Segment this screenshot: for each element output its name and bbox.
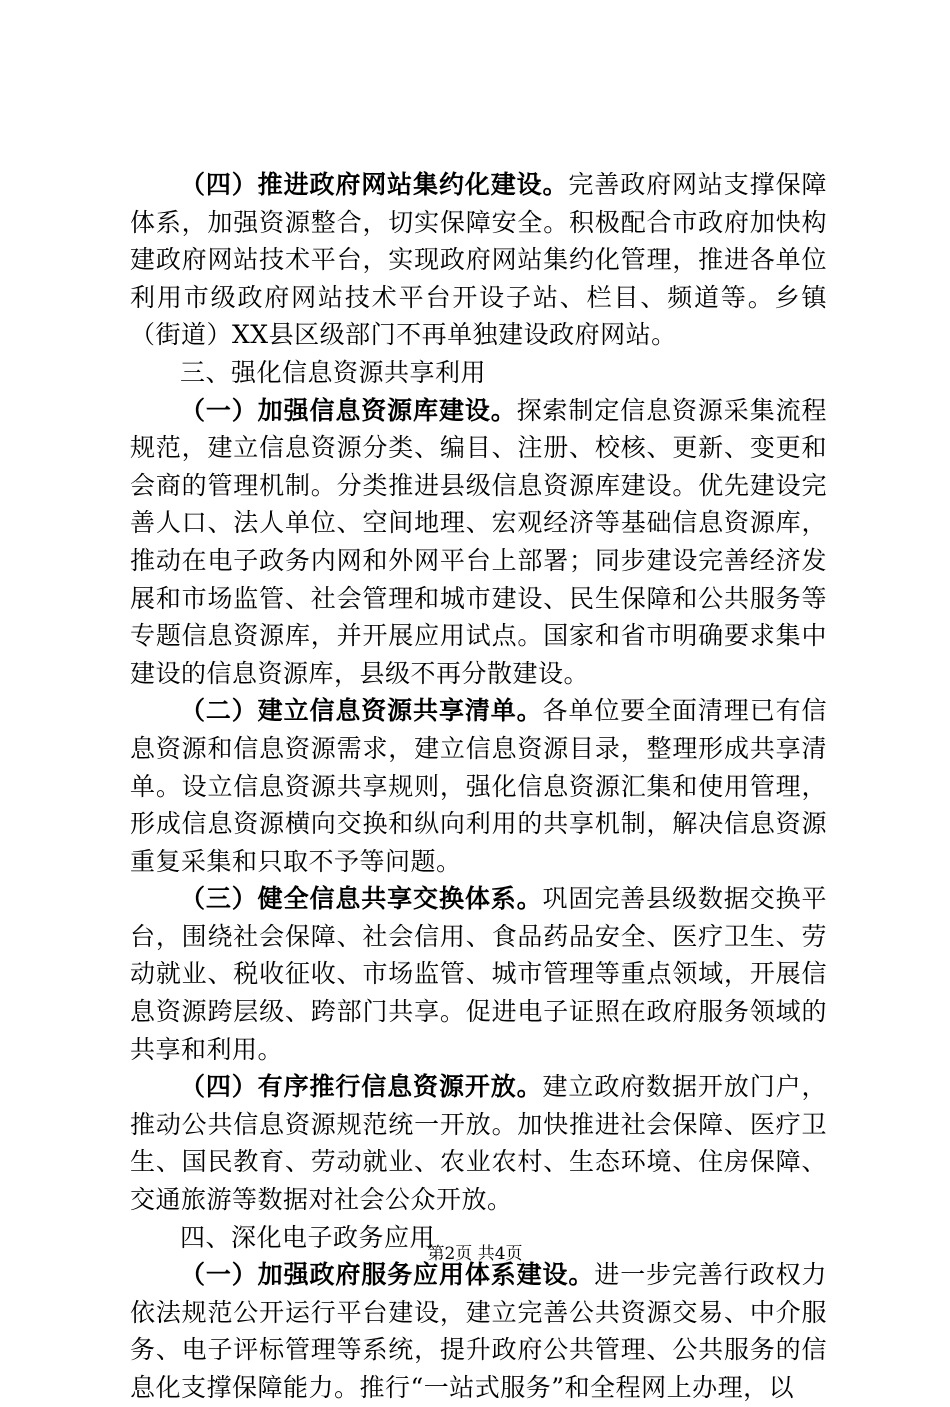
paragraph-text: 完善政府网站支撑保障体系，加强资源整合，切实保障安全。积极配合市政府加快构建政府网站技术平台，实现政府网站集约化管理，推进各单位利用市级政府网站技术平台开设子站、栏目、频道等。乡镇（街道）XX县区级部门不再单独建设政府网站。 — [130, 170, 827, 350]
paragraph — [130, 692, 827, 880]
paragraph — [130, 392, 827, 693]
document-body — [130, 166, 827, 1407]
paragraph-lead: （三）健全信息共享交换体系。 — [180, 884, 543, 914]
paragraph-lead: （一）加强政府服务应用体系建设。 — [180, 1260, 595, 1290]
paragraph-text: 探索制定信息资源采集流程规范，建立信息资源分类、编目、注册、校核、更新、变更和会商的管理机制。分类推进县级信息资源库建设。优先建设完善人口、法人单位、空间地理、宏观经济等基础信息资源库，推动在电子政务内网和外网平台上部署；同步建设完善经济发展和市场监管、社会管理和城市建设、民生保障和公共服务等专题信息资源库，并开展应用试点。国家和省市明确要求集中建设的信息资源库，县级不再分散建设。 — [130, 395, 827, 688]
page-number-footer: 第2页 共4页 — [427, 1244, 523, 1264]
paragraph-text: 建立政府数据开放门户，推动公共信息资源规范统一开放。加快推进社会保障、医疗卫生、国民教育、劳动就业、农业农村、生态环境、住房保障、交通旅游等数据对社会公众开放。 — [130, 1072, 827, 1215]
paragraph — [130, 1068, 827, 1218]
paragraph — [130, 1256, 827, 1406]
paragraph-lead: （四）有序推行信息资源开放。 — [180, 1072, 543, 1102]
paragraph — [130, 166, 827, 354]
paragraph-text: 进一步完善行政权力依法规范公开运行平台建设，建立完善公共资源交易、中介服务、电子评标管理等系统，提升政府公共管理、公共服务的信息化支撑保障能力。推行“一站式服务”和全程网上办理，以 — [130, 1260, 827, 1402]
section-heading: 四、深化电子政务应用 — [180, 1222, 436, 1252]
paragraph-lead: （二）建立信息资源共享清单。 — [180, 696, 543, 726]
paragraph-lead: （四）推进政府网站集约化建设。 — [180, 170, 569, 199]
paragraph-text: 各单位要全面清理已有信息资源和信息资源需求，建立信息资源目录，整理形成共享清单。设立信息资源共享规则，强化信息资源汇集和使用管理，形成信息资源横向交换和纵向利用的共享机制，解决信息资源重复采集和只取不予等问题。 — [130, 696, 827, 876]
paragraph — [130, 880, 827, 1068]
section-heading: 三、强化信息资源共享利用 — [180, 357, 487, 387]
paragraph-lead: （一）加强信息资源库建设。 — [180, 395, 517, 425]
paragraph-text: 巩固完善县级数据交换平台，围绕社会保障、社会信用、食品药品安全、医疗卫生、劳动就业、税收征收、市场监管、城市管理等重点领域，开展信息资源跨层级、跨部门共享。促进电子证照在政府服务领域的共享和利用。 — [130, 884, 827, 1064]
